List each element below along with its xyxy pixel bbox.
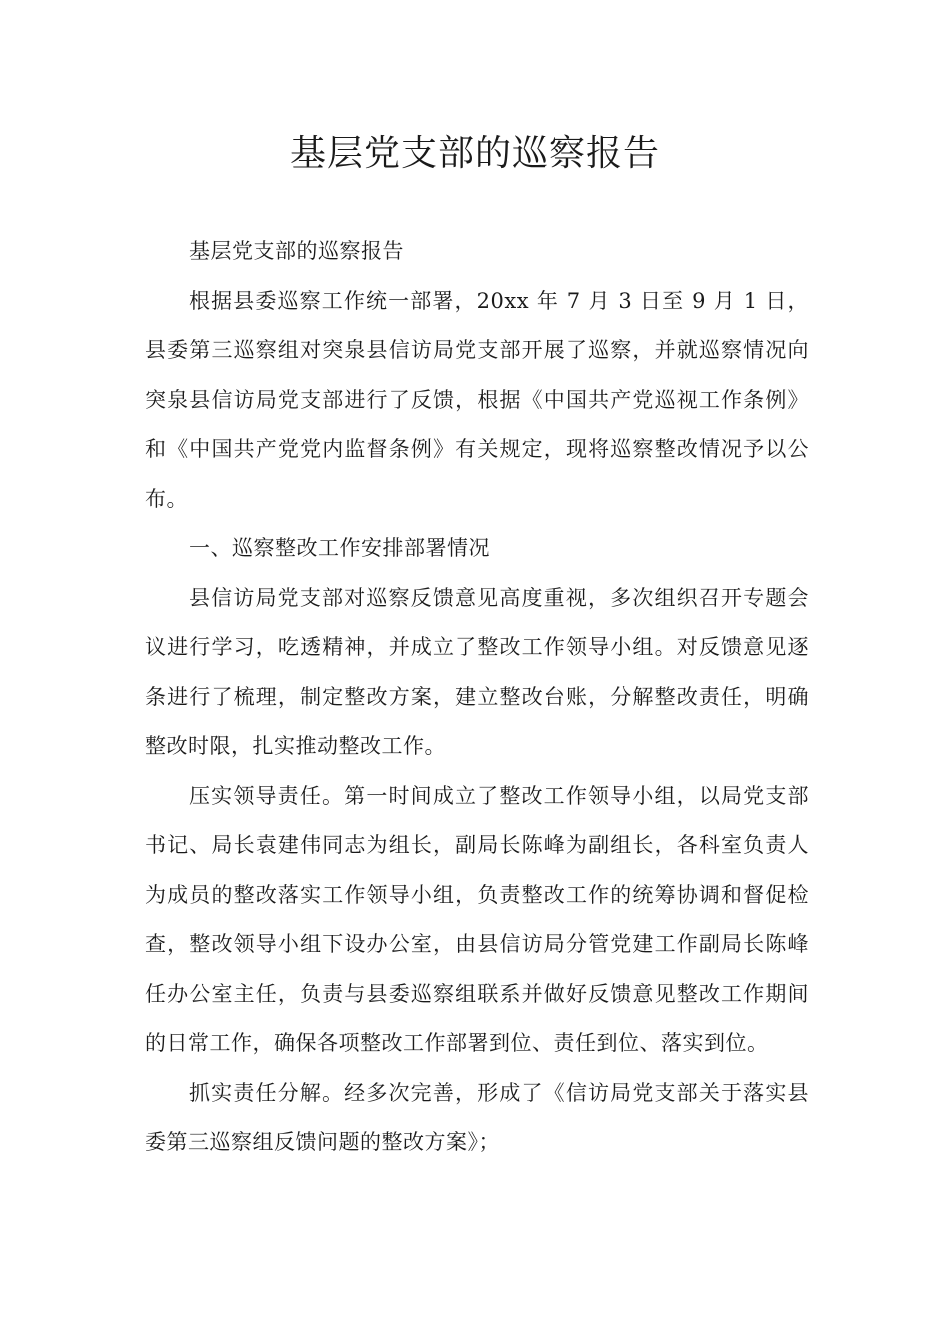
body-paragraph: 县信访局党支部对巡察反馈意见高度重视，多次组织召开专题会议进行学习，吃透精神，并成立了整改工作领导小组。对反馈意见逐条进行了梳理，制定整改方案，建立整改台账，分解整改责任，明确整改时限，扎实推动整改工作。 <box>145 585 809 758</box>
body-paragraph: 抓实责任分解。经多次完善，形成了《信访局党支部关于落实县委第三巡察组反馈问题的整改方案》； <box>145 1080 809 1154</box>
subtitle-paragraph: 基层党支部的巡察报告 <box>189 239 404 263</box>
document-title: 基层党支部的巡察报告 <box>289 133 660 174</box>
body-paragraph: 压实领导责任。第一时间成立了整改工作领导小组，以局党支部书记、局长袁建伟同志为组长，副局长陈峰为副组长，各科室负责人为成员的整改落实工作领导小组，负责整改工作的统筹协调和督促检查，整改领导小组下设办公室，由县信访局分管党建工作副局长陈峰任办公室主任，负责与县委巡察组联系并做好反馈意见整改工作期间的日常工作，确保各项整改工作部署到位、责任到位、落实到位。 <box>145 783 809 1055</box>
intro-paragraph: 根据县委巡察工作统一部署，20xx 年 7 月 3 日至 9 月 1 日，县委第三巡察组对突泉县信访局党支部开展了巡察，并就巡察情况向突泉县信访局党支部进行了反馈，根据《中国共产党巡视工作条例》和《中国共产党党内监督条例》有关规定，现将巡察整改情况予以公布。 <box>145 288 809 511</box>
document-body <box>145 227 809 1168</box>
section-heading: 一、巡察整改工作安排部署情况 <box>189 536 490 560</box>
